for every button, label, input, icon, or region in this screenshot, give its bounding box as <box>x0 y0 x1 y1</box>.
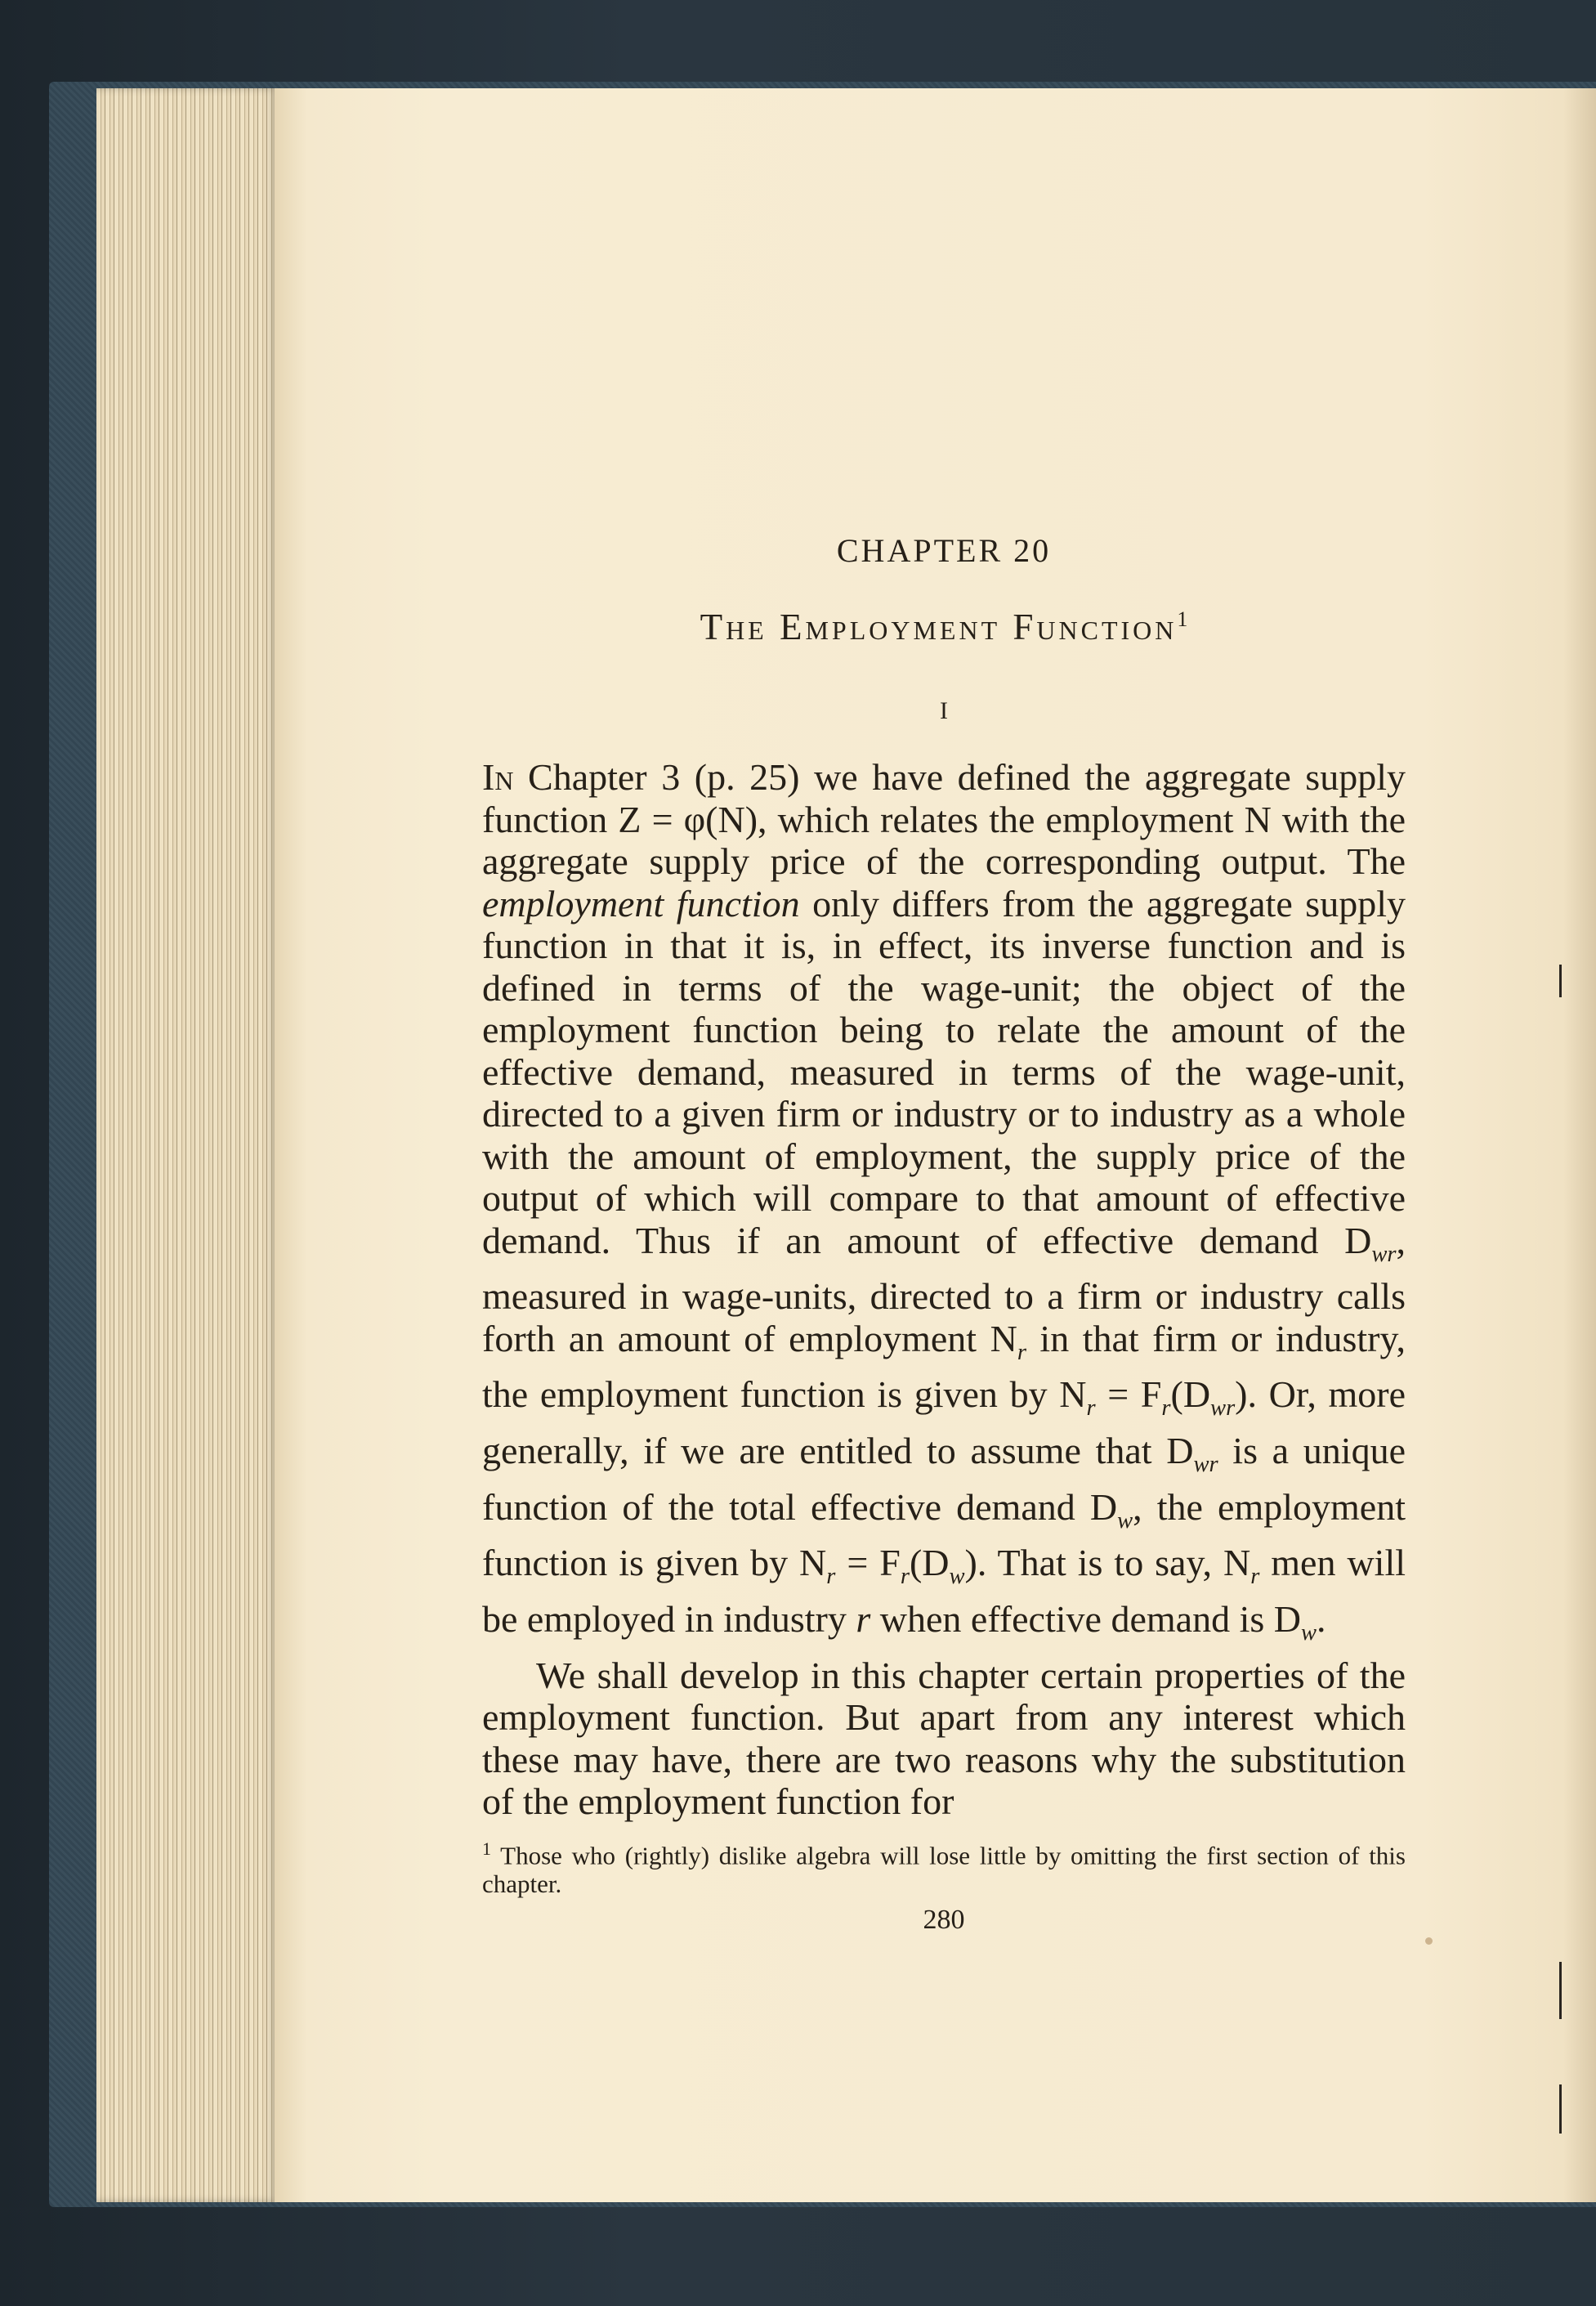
italic-term: employment function <box>482 882 800 925</box>
symbol: D <box>1166 1430 1194 1472</box>
footnote-ref: 1 <box>1177 607 1188 631</box>
subscript: w <box>949 1564 965 1590</box>
symbol: D <box>1344 1219 1372 1261</box>
footnote-marker: 1 <box>482 1838 491 1859</box>
symbol: N <box>990 1317 1017 1359</box>
footnote-text: Those who (rightly) dislike algebra will lose little by omitting the first section of this chapter. <box>482 1841 1406 1899</box>
text-run: . <box>1317 1598 1326 1641</box>
chapter-title <box>482 606 1406 648</box>
text-run: ). Or, more generally, if we are entitled to assume that <box>482 1373 1406 1472</box>
text-run: men will be employed in industry <box>482 1542 1406 1641</box>
footnote <box>482 1834 1406 1898</box>
symbol: N <box>1223 1542 1251 1584</box>
subscript: r <box>1250 1564 1260 1590</box>
subscript: wr <box>1371 1241 1397 1267</box>
margin-mark <box>1559 1962 1562 2019</box>
page-gutter-shadow <box>1563 88 1596 2202</box>
section-number: I <box>940 697 948 724</box>
text-run: Chapter 3 (p. 25) we have defined the aggregate supply function Z = φ(N), which relates the employment N with the aggregate supply price of the corresponding output. The <box>482 756 1406 882</box>
text-run: is a unique function of the total effective demand <box>482 1430 1406 1528</box>
body-text <box>482 756 1406 1823</box>
equation: (D <box>909 1542 950 1584</box>
subscript: r <box>1086 1395 1096 1422</box>
equation: (D <box>1170 1373 1211 1416</box>
subscript: w <box>1117 1507 1133 1534</box>
text-run: in that firm or industry, the employment function is given by <box>482 1317 1406 1416</box>
subscript: wr <box>1193 1452 1218 1478</box>
subscript: r <box>900 1564 910 1590</box>
paragraph-2: We shall develop in this chapter certain properties of the employment function. But apart from any interest which these may have, there are two reasons why the substitution of the employment function for <box>482 1654 1406 1823</box>
text-run: when effective demand is <box>870 1598 1274 1641</box>
equation: N <box>1059 1373 1087 1416</box>
text-run: only differs from the aggregate supply function in that it is, in effect, its inverse function and is defined in terms of the wage-unit; the object of the employment function being to relate the amount of the effective demand, measured in terms of the wage-unit, directed to a given firm or industry or to industry as a whole with the amount of employment, the supply price of the output of which will compare to that amount of effective demand. Thus if an amount of effective demand <box>482 882 1406 1261</box>
symbol: D <box>1089 1485 1118 1528</box>
page-number: 280 <box>923 1905 965 1935</box>
paper-speck <box>1425 1937 1433 1945</box>
subscript: w <box>1300 1620 1317 1646</box>
italic-term: r <box>856 1598 871 1641</box>
equation: = F <box>1095 1373 1162 1416</box>
page-content <box>482 531 1406 1898</box>
page-edges <box>96 88 278 2202</box>
subscript: r <box>1161 1395 1171 1422</box>
text-run: , the employment function is given by <box>482 1485 1406 1584</box>
equation: = F <box>835 1542 901 1584</box>
chapter-heading: CHAPTER 20 <box>836 532 1052 569</box>
symbol: D <box>1273 1598 1301 1641</box>
text-run: ). That is to say, <box>964 1542 1223 1584</box>
subscript: r <box>826 1564 836 1590</box>
margin-mark <box>1559 965 1562 997</box>
text-run: , measured in wage-units, directed to a firm or industry calls forth an amount of employment <box>482 1219 1406 1359</box>
margin-mark <box>1559 2084 1562 2134</box>
paragraph-1 <box>482 756 1406 1654</box>
lead-word: In <box>482 756 514 798</box>
equation: N <box>799 1542 827 1584</box>
subscript: wr <box>1210 1395 1236 1422</box>
chapter-title-text: The Employment Function <box>700 607 1178 647</box>
subscript: r <box>1017 1339 1026 1365</box>
